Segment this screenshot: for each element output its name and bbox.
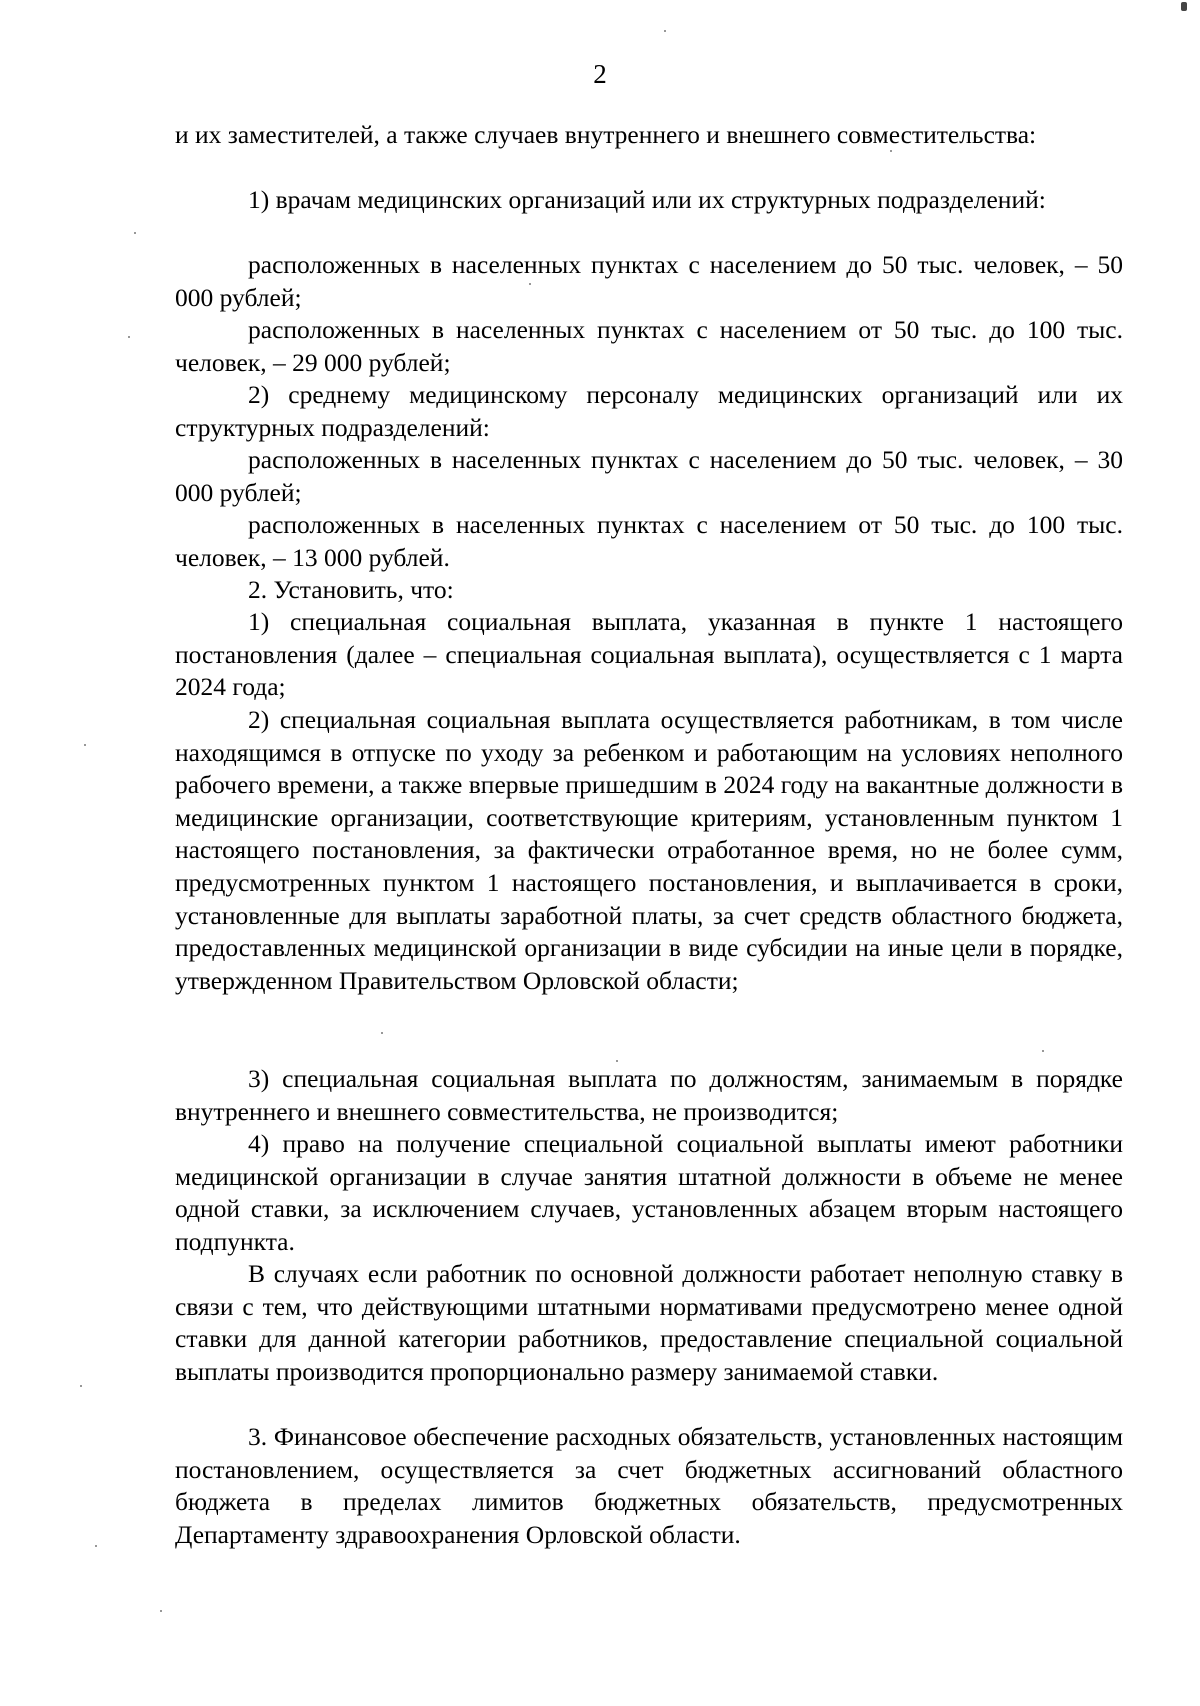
paragraph-doctors: 1) врачам медицинских организаций или их структурных подразделений: bbox=[248, 185, 1046, 214]
paragraph-part-time: В случаях если работник по основной должности работает неполную ставку в связи с тем, что действующими штатными нормативами предусмотрено менее одной ставки для данной категории работников, предоставление специальной социальной выплаты производится пропорционально размеру занимаемой ставки. bbox=[175, 1259, 1123, 1386]
scan-speck bbox=[529, 283, 531, 285]
paragraph-nurses-50k-100k: расположенных в населенных пунктах с населением от 50 тыс. до 100 тыс. человек, – 13 000 рублей. bbox=[175, 510, 1123, 572]
paragraph-2-1: 1) специальная социальная выплата, указанная в пункте 1 настоящего постановления (далее – специальная социальная выплата), осуществляется с 1 марта 2024 года; bbox=[175, 607, 1123, 702]
scan-speck bbox=[84, 744, 86, 746]
paragraph-doctors-under-50k: расположенных в населенных пунктах с населением до 50 тыс. человек, – 50 000 рублей; bbox=[175, 250, 1123, 312]
scan-speck bbox=[616, 1060, 618, 1062]
scan-speck bbox=[160, 1610, 162, 1612]
scan-speck bbox=[80, 1385, 82, 1387]
scan-corner-mark bbox=[1181, 2, 1187, 11]
page-number: 2 bbox=[593, 59, 607, 89]
scan-speck bbox=[890, 150, 892, 152]
paragraph-section-2-heading: 2. Установить, что: bbox=[248, 575, 454, 604]
paragraph-section-3: 3. Финансовое обеспечение расходных обязательств, установленных настоящим постановлением, осуществляется за счет бюджетных ассигнований областного бюджета в пределах лимитов бюджетных обязательств, предусмотренных Департаменту здравоохранения Орловской области. bbox=[175, 1422, 1123, 1549]
paragraph-2-4: 4) право на получение специальной социальной выплаты имеют работники медицинской организации в случае занятия штатной должности в объеме не менее одной ставки, за исключением случаев, установленных абзацем вторым настоящего подпункта. bbox=[175, 1129, 1123, 1256]
scan-speck bbox=[1042, 1050, 1044, 1052]
paragraph-2-2: 2) специальная социальная выплата осуществляется работникам, в том числе находящимся в отпуске по уходу за ребенком и работающим на условиях неполного рабочего времени, а также впервые пришедшим в 2024 году на вакантные должности в медицинские организации, соответствующие критериям, установленным пунктом 1 настоящего постановления, за фактически отработанное время, но не более сумм, предусмотренных пунктом 1 настоящего постановления, и выплачивается в сроки, установленные для выплаты заработной платы, за счет средств областного бюджета, предоставленных медицинской организации в виде субсидии на иные цели в порядке, утвержденном Правительством Орловской области; bbox=[175, 705, 1123, 995]
scan-speck bbox=[664, 30, 666, 32]
paragraph-doctors-50k-100k: расположенных в населенных пунктах с населением от 50 тыс. до 100 тыс. человек, – 29 000 рублей; bbox=[175, 315, 1123, 377]
paragraph-nurses: 2) среднему медицинскому персоналу медицинских организаций или их структурных подразделений: bbox=[175, 380, 1123, 442]
paragraph-continuation: и их заместителей, а также случаев внутреннего и внешнего совместительства: bbox=[175, 120, 1037, 149]
scan-speck bbox=[134, 232, 136, 234]
scan-speck bbox=[381, 1032, 383, 1034]
scan-speck bbox=[95, 1545, 97, 1547]
paragraph-nurses-under-50k: расположенных в населенных пунктах с населением до 50 тыс. человек, – 30 000 рублей; bbox=[175, 445, 1123, 507]
scan-speck bbox=[128, 336, 130, 338]
paragraph-2-3: 3) специальная социальная выплата по должностям, занимаемым в порядке внутреннего и внешнего совместительства, не производится; bbox=[175, 1064, 1123, 1126]
